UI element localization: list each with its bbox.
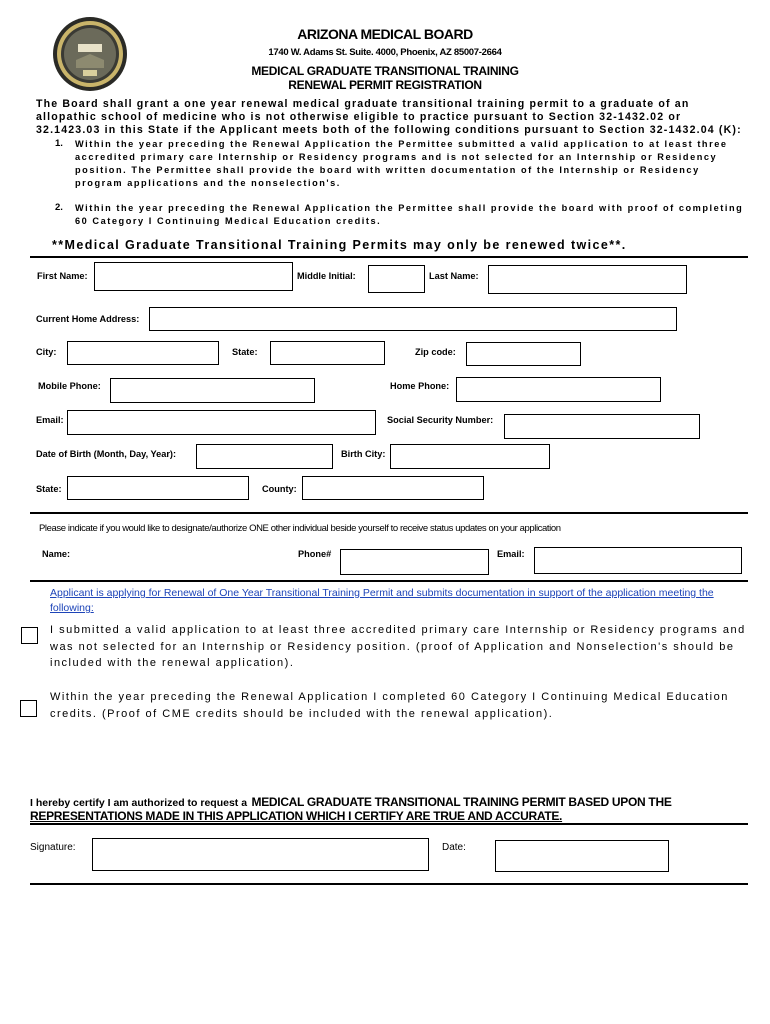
board-address: 1740 W. Adams St. Suite. 4000, Phoenix, AZ 85007-2664 <box>268 47 502 58</box>
designee-email-label: Email: <box>497 549 525 559</box>
signature-input[interactable] <box>92 838 429 871</box>
ssn-label: Social Security Number: <box>387 415 494 425</box>
designee-phone-input[interactable] <box>340 549 489 575</box>
designee-email-input[interactable] <box>534 547 742 574</box>
divider <box>30 580 748 582</box>
last-name-input[interactable] <box>488 265 687 294</box>
city-label: City: <box>36 347 57 357</box>
last-name-label: Last Name: <box>429 271 479 281</box>
divider <box>30 512 748 514</box>
divider <box>30 823 748 825</box>
cond2-checkbox-text: Within the year preceding the Renewal Application I completed 60 Category I Continuing Medical Education credits. (Proof of CME credits should be included with the renewal application). <box>50 691 729 720</box>
home-phone-label: Home Phone: <box>390 381 450 391</box>
form-title-line1: MEDICAL GRADUATE TRANSITIONAL TRAINING <box>251 64 519 78</box>
condition-text: Within the year preceding the Renewal Application the Permittee submitted a valid application to at least three accredited primary care Internship or Residency programs and is not selected for an Internship or Residency position. The Permittee shall provide the board with written documentation of the Internship or Residency program applications and the nonselection's. <box>75 139 728 188</box>
cond1-checkbox[interactable] <box>21 627 38 644</box>
designee-phone-label: Phone# <box>298 549 332 559</box>
certification-emphasis: MEDICAL GRADUATE TRANSITIONAL TRAINING PERMIT BASED UPON THE <box>251 795 672 809</box>
designee-name-label: Name: <box>42 549 71 559</box>
county-label: County: <box>262 484 297 494</box>
birth-city-input[interactable] <box>390 444 550 469</box>
email-label: Email: <box>36 415 64 425</box>
county-input[interactable] <box>302 476 484 500</box>
dob-label: Date of Birth (Month, Day, Year): <box>36 449 177 459</box>
city-input[interactable] <box>67 341 219 365</box>
condition-number: 2. <box>55 202 63 213</box>
condition-text: Within the year preceding the Renewal Application the Permittee shall provide the board with proof of completing 60 Category I Continuing Medical Education credits. <box>75 203 744 226</box>
mobile-phone-input[interactable] <box>110 378 315 403</box>
renewal-statement-link[interactable]: Applicant is applying for Renewal of One Year Transitional Training Permit and submits documentation in support of the application meeting the following: <box>50 587 714 614</box>
zip-label: Zip code: <box>415 347 456 357</box>
mobile-phone-label: Mobile Phone: <box>38 381 101 391</box>
birth-city-label: Birth City: <box>341 449 386 459</box>
first-name-label: First Name: <box>37 271 88 281</box>
middle-initial-input[interactable] <box>368 265 425 293</box>
date-label: Date: <box>442 842 466 853</box>
divider <box>30 883 748 885</box>
home-address-input[interactable] <box>149 307 677 331</box>
email-input[interactable] <box>67 410 376 435</box>
state-label: State: <box>232 347 258 357</box>
cond1-checkbox-text: I submitted a valid application to at least three accredited primary care Internship or Residency programs and was not selected for an Internship or Residency position. (proof of Application and Nonselection's should be included with the renewal application). <box>50 624 746 669</box>
designate-prompt: Please indicate if you would like to designate/authorize ONE other individual beside yourself to receive status updates on your application <box>39 523 561 534</box>
ssn-input[interactable] <box>504 414 700 439</box>
renewal-note: **Medical Graduate Transitional Training Permits may only be renewed twice**. <box>52 238 627 252</box>
certification-prefix: I hereby certify I am authorized to request a <box>30 797 248 809</box>
signature-label: Signature: <box>30 842 76 853</box>
middle-initial-label: Middle Initial: <box>297 271 356 281</box>
home-address-label: Current Home Address: <box>36 314 140 324</box>
first-name-input[interactable] <box>94 262 293 291</box>
intro-paragraph: The Board shall grant a one year renewal medical graduate transitional training permit to a graduate of an allopathic school of medicine who is not otherwise eligible to practice pursuant to Section 32-1432.02 or 32.1423.03 in this State if the Applicant meets both of the following conditions pursuant to Section 32-1432.04 (K): <box>36 98 742 136</box>
dob-input[interactable] <box>196 444 333 469</box>
date-input[interactable] <box>495 840 669 872</box>
state-input[interactable] <box>270 341 385 365</box>
divider <box>30 256 748 258</box>
state2-label: State: <box>36 484 62 494</box>
cond2-checkbox[interactable] <box>20 700 37 717</box>
certification-line2: REPRESENTATIONS MADE IN THIS APPLICATION WHICH I CERTIFY ARE TRUE AND ACCURATE. <box>30 809 563 823</box>
board-name: ARIZONA MEDICAL BOARD <box>297 26 473 42</box>
form-title-line2: RENEWAL PERMIT REGISTRATION <box>288 78 482 92</box>
home-phone-input[interactable] <box>456 377 661 402</box>
state2-input[interactable] <box>67 476 249 500</box>
condition-number: 1. <box>55 138 63 149</box>
zip-input[interactable] <box>466 342 581 366</box>
